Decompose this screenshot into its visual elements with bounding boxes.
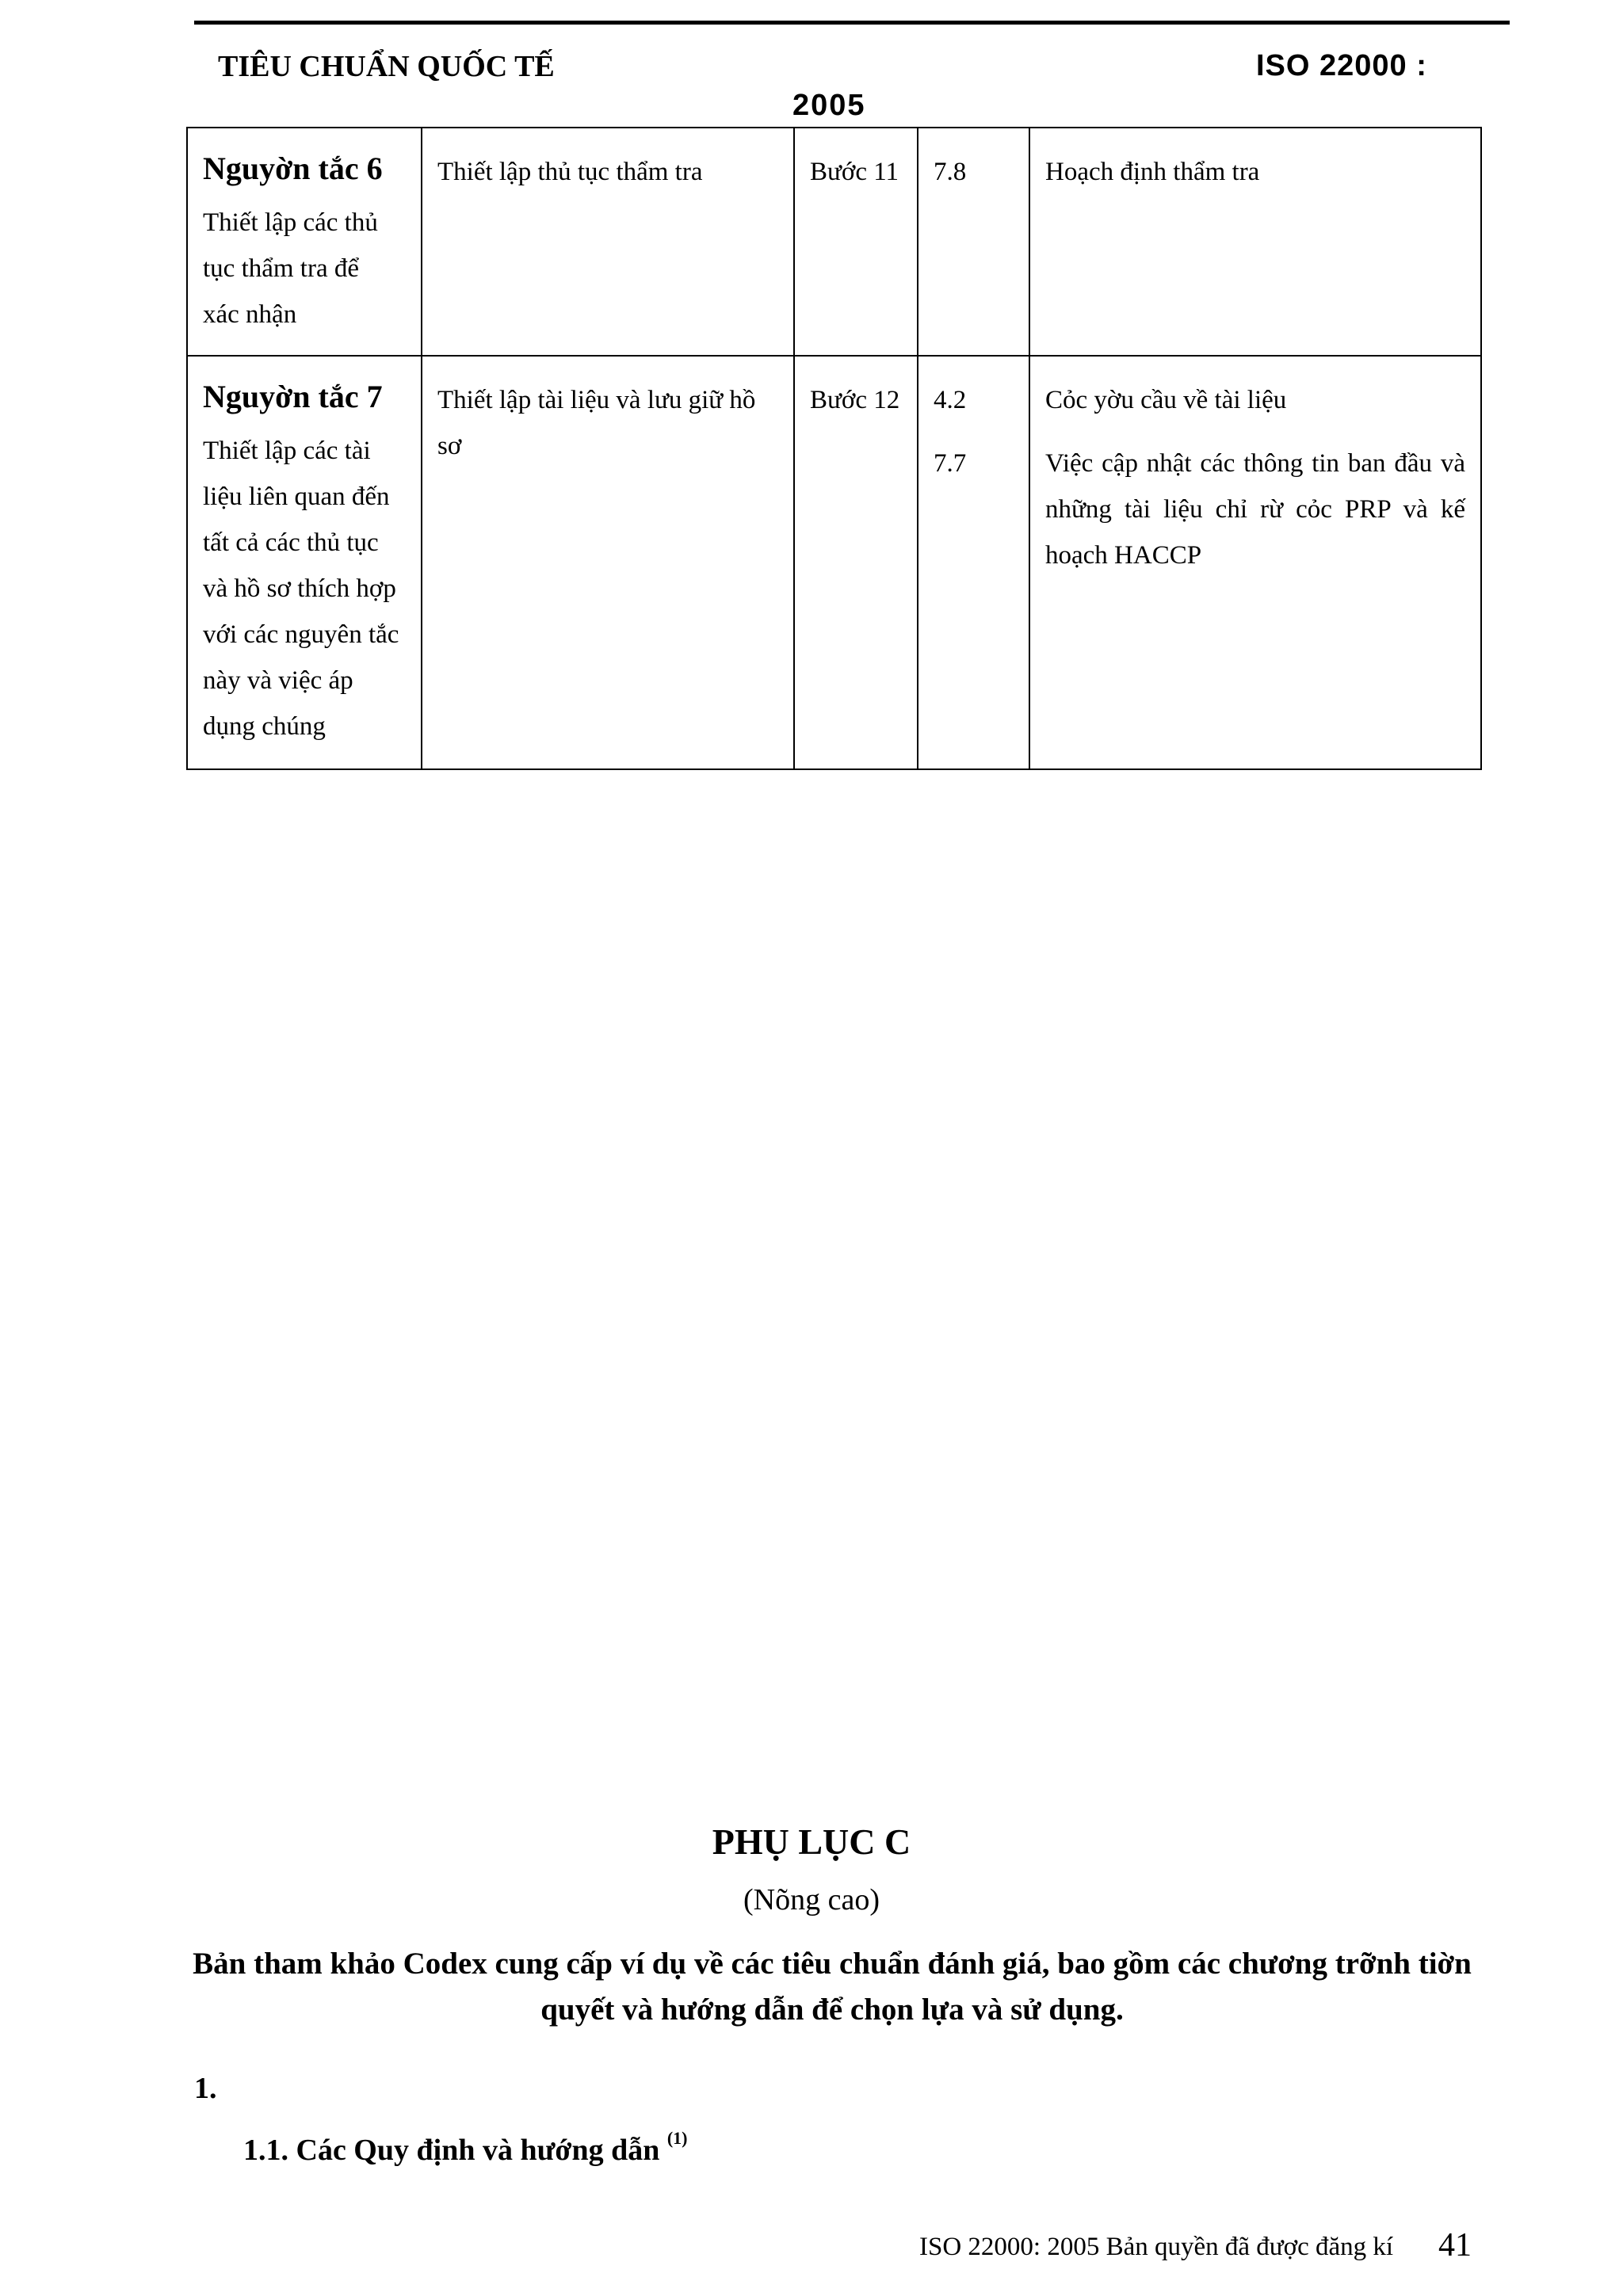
clause-description: Cỏc yờu cầu về tài liệu xyxy=(1045,386,1287,414)
subsection-title: 1.1. Các Quy định và hướng dẫn xyxy=(243,2134,660,2167)
step-description-cell xyxy=(422,356,794,769)
step-number: Bước 12 xyxy=(810,386,900,414)
clause-description: Hoạch định thẩm tra xyxy=(1045,158,1260,186)
clause-description-cell xyxy=(1029,128,1481,356)
principle-desc-line: này và việc áp xyxy=(203,666,353,695)
clause-number: 4.2 xyxy=(934,386,967,414)
header-rule xyxy=(194,21,1510,25)
footer-copyright: ISO 22000: 2005 Bản quyền đã được đăng kí xyxy=(919,2233,1394,2261)
clause-description: Việc cập nhật các thông tin ban đầu và những tài liệu chỉ rừ cỏc PRP và kế hoạch HACCP xyxy=(1045,449,1465,570)
clause-description-cell xyxy=(1029,356,1481,769)
header-year: 2005 xyxy=(792,89,866,122)
step-number: Bước 11 xyxy=(810,158,899,186)
header-iso-code: ISO 22000 : xyxy=(1256,49,1427,82)
principle-desc-line: Thiết lập các tài xyxy=(203,437,371,465)
appendix-title: PHỤ LỤC C xyxy=(712,1821,911,1862)
clause-cell xyxy=(918,356,1029,769)
table-row xyxy=(187,356,1481,769)
principle-desc-line: Thiết lập các thủ xyxy=(203,208,378,237)
section-number: 1. xyxy=(194,2072,217,2105)
step-number-cell xyxy=(794,356,918,769)
principle-desc-line: với các nguyên tắc xyxy=(203,620,399,649)
principle-desc-line: tục thẩm tra để xyxy=(203,254,360,283)
header-standard-title: TIÊU CHUẨN QUỐC TẾ xyxy=(218,50,555,83)
principle-title: Nguyờn tắc 6 xyxy=(203,151,383,186)
appendix-subtitle: (Nõng cao) xyxy=(743,1883,880,1917)
step-text: Thiết lập thủ tục thẩm tra xyxy=(437,158,703,186)
principle-description xyxy=(203,428,406,749)
principle-desc-line: xác nhận xyxy=(203,300,297,329)
principle-title: Nguyờn tắc 7 xyxy=(203,379,383,414)
clause-number: 7.8 xyxy=(934,158,967,186)
clause-number: 7.7 xyxy=(934,449,967,478)
footnote-reference: (1) xyxy=(666,2128,688,2148)
principle-desc-line: và hồ sơ thích hợp xyxy=(203,574,396,603)
step-number-cell xyxy=(794,128,918,356)
step-description-cell xyxy=(422,128,794,356)
principle-description xyxy=(203,200,406,338)
step-text: Thiết lập tài liệu và lưu giữ hồ sơ xyxy=(437,386,756,460)
principle-desc-line: liệu liên quan đến xyxy=(203,482,390,511)
principle-desc-line: dụng chúng xyxy=(203,712,326,741)
clause-cell xyxy=(918,128,1029,356)
page-number: 41 xyxy=(1438,2227,1472,2264)
principle-cell xyxy=(187,356,422,769)
principle-desc-line: tất cả các thủ tục xyxy=(203,528,379,557)
subsection-heading xyxy=(243,2128,688,2168)
haccp-principles-table xyxy=(186,127,1482,770)
principle-cell xyxy=(187,128,422,356)
table-row xyxy=(187,128,1481,356)
appendix-description: Bản tham khảo Codex cung cấp ví dụ về các tiêu chuẩn đánh giá, bao gồm các chương trỡnh tiờn quyết và hướng dẫn để chọn lựa và sử dụng. xyxy=(193,1947,1472,2027)
